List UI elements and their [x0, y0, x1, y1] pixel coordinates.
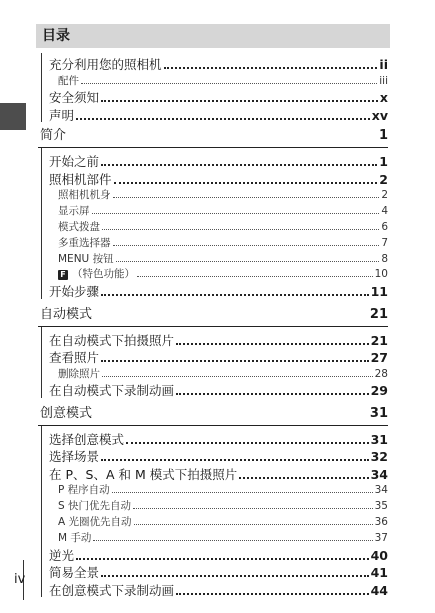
dot-leader [102, 376, 373, 377]
toc-entry[interactable] [49, 331, 388, 348]
toc-entry-page: iii [379, 74, 388, 87]
toc-entry-page: 35 [374, 500, 388, 513]
toc-entry-title: 安全须知 [49, 90, 100, 106]
section-page: 31 [369, 405, 388, 421]
section-side-rule [41, 148, 42, 298]
toc-entry-title: 模式拨盘 [58, 220, 100, 233]
dot-leader [101, 459, 369, 461]
section-title: 简介 [40, 128, 67, 144]
section-side-rule [41, 426, 42, 597]
dot-leader [133, 508, 373, 509]
toc-entry-page: 28 [374, 367, 388, 380]
dot-leader [76, 118, 370, 120]
toc-entry[interactable] [49, 282, 388, 299]
section-title: 自动模式 [40, 306, 93, 322]
toc-entry[interactable] [49, 563, 388, 580]
toc-entry-page: 27 [370, 350, 388, 366]
toc-entry-page: xv [371, 107, 388, 123]
toc-entry[interactable] [49, 546, 388, 563]
toc-entry-title: 在 P、S、A 和 M 模式下拍摄照片 [49, 466, 238, 482]
toc-entry-page: 34 [370, 466, 388, 482]
toc-entry-title: 逆光 [49, 547, 75, 563]
toc-subentry[interactable] [58, 251, 388, 267]
toc-entry-title: 选择创意模式 [49, 431, 125, 447]
toc-entry-title: 声明 [49, 107, 75, 123]
dot-leader [114, 182, 378, 184]
dot-leader [81, 83, 377, 84]
toc-entry-page: 44 [370, 582, 388, 598]
toc-subentry[interactable] [58, 219, 388, 235]
toc-entry[interactable] [49, 152, 388, 169]
section-page: 21 [369, 306, 388, 322]
page-number: iv [14, 572, 26, 587]
toc-entry-page: 21 [370, 332, 388, 348]
toc-entry-page: 37 [374, 531, 388, 544]
dot-leader [101, 360, 369, 362]
toc-subentry[interactable] [58, 530, 388, 546]
dot-leader [176, 393, 369, 395]
toc-entry-title: 在自动模式下拍摄照片 [49, 332, 175, 348]
toc-entry-page: 32 [370, 449, 388, 465]
toc-entry-title: 照相机机身 [58, 189, 111, 202]
toc-entry-title: 显示屏 [58, 205, 90, 218]
toc-entry-page: 41 [370, 565, 388, 581]
toc-entry-title: 照相机部件 [49, 171, 112, 187]
toc-entry-title: 开始之前 [49, 154, 100, 170]
section-page: 1 [378, 128, 388, 144]
section-side-rule [41, 53, 42, 122]
toc-entry[interactable] [49, 55, 388, 72]
dot-leader [101, 294, 369, 296]
special-function-icon: F [58, 270, 68, 280]
dot-leader [92, 213, 380, 214]
toc-entry-page: 10 [374, 268, 388, 281]
dot-leader [113, 245, 380, 246]
toc-entry-title: 简易全景 [49, 565, 100, 581]
toc-entry-page: ii [379, 57, 388, 72]
toc-entry-page: 6 [381, 220, 388, 233]
toc-subentry[interactable] [58, 235, 388, 251]
dot-leader [76, 558, 369, 560]
toc-entry-page: 1 [379, 154, 388, 170]
dot-leader [134, 524, 373, 525]
toc-subentry[interactable] [58, 73, 388, 89]
toc-subentry[interactable] [58, 266, 388, 282]
toc-entry-page: 29 [370, 383, 388, 399]
dot-leader [113, 197, 380, 198]
section-tab-marker [0, 103, 26, 130]
toc-subentry[interactable] [58, 514, 388, 530]
toc-entry-page: 40 [370, 547, 388, 563]
dot-leader [176, 593, 369, 595]
dot-leader [164, 67, 378, 69]
section-title: 创意模式 [40, 405, 93, 421]
dot-leader [116, 261, 380, 262]
dot-leader [101, 100, 378, 102]
toc-entry-title: 在自动模式下录制动画 [49, 383, 175, 399]
section-heading[interactable] [38, 127, 388, 148]
toc-entry-title: 配件 [58, 74, 79, 87]
dot-leader [239, 477, 368, 479]
toc-entry-title: （特色功能） [72, 268, 135, 281]
toc-entry-title: MENU 按钮 [58, 252, 114, 265]
toc-subentry[interactable] [58, 482, 388, 498]
toc-entry-title: S 快门优先自动 [58, 500, 132, 513]
dot-leader [101, 164, 377, 166]
toc-subentry[interactable] [58, 187, 388, 203]
toc-entry[interactable] [49, 465, 388, 482]
toc-entry-page: 11 [370, 284, 388, 300]
toc-entry-title: 查看照片 [49, 350, 100, 366]
toc-entry-title: 删除照片 [58, 367, 100, 380]
toc-entry[interactable] [49, 581, 388, 598]
toc-entry-page: 8 [381, 252, 388, 265]
section-side-rule [41, 327, 42, 398]
toc-entry-page: 2 [379, 171, 388, 187]
toc-subentry[interactable] [58, 498, 388, 514]
section-heading[interactable] [38, 405, 388, 426]
toc-entry-page: 7 [381, 236, 388, 249]
toc-entry-title: P 程序自动 [58, 484, 110, 497]
dot-leader [176, 343, 369, 345]
toc-entry-title: 在创意模式下录制动画 [49, 582, 175, 598]
toc-entry[interactable] [49, 348, 388, 365]
toc-entry-title: 充分利用您的照相机 [49, 57, 162, 72]
toc-entry-page: x [379, 90, 388, 106]
toc-entry-page: 4 [381, 205, 388, 218]
toc-entry[interactable] [49, 430, 388, 447]
dot-leader [102, 229, 379, 230]
toc-entry-title: 开始步骤 [49, 284, 100, 300]
toc-entry[interactable] [49, 88, 388, 105]
toc-header: 目录 [36, 24, 390, 48]
section-heading[interactable] [38, 306, 388, 327]
toc-entry-title: 多重选择器 [58, 236, 111, 249]
toc-entry-title: M 手动 [58, 531, 92, 544]
toc-subentry[interactable] [58, 203, 388, 219]
toc-entry[interactable] [49, 170, 388, 187]
toc-entry[interactable] [49, 447, 388, 464]
toc-entry[interactable] [49, 381, 388, 398]
toc-entry-page: 34 [374, 484, 388, 497]
toc-entry[interactable] [49, 106, 388, 123]
dot-leader [101, 575, 369, 577]
dot-leader [93, 540, 372, 541]
dot-leader [137, 276, 373, 277]
dot-leader [112, 492, 373, 493]
toc-entry-title: A 光圈优先自动 [58, 516, 132, 528]
toc-entry-page: 36 [374, 516, 388, 528]
toc-entry-title: 选择场景 [49, 449, 100, 465]
dot-leader [126, 442, 369, 444]
toc-entry-page: 2 [381, 189, 388, 202]
toc-entry-page: 31 [370, 431, 388, 447]
toc-subentry[interactable] [58, 366, 388, 382]
